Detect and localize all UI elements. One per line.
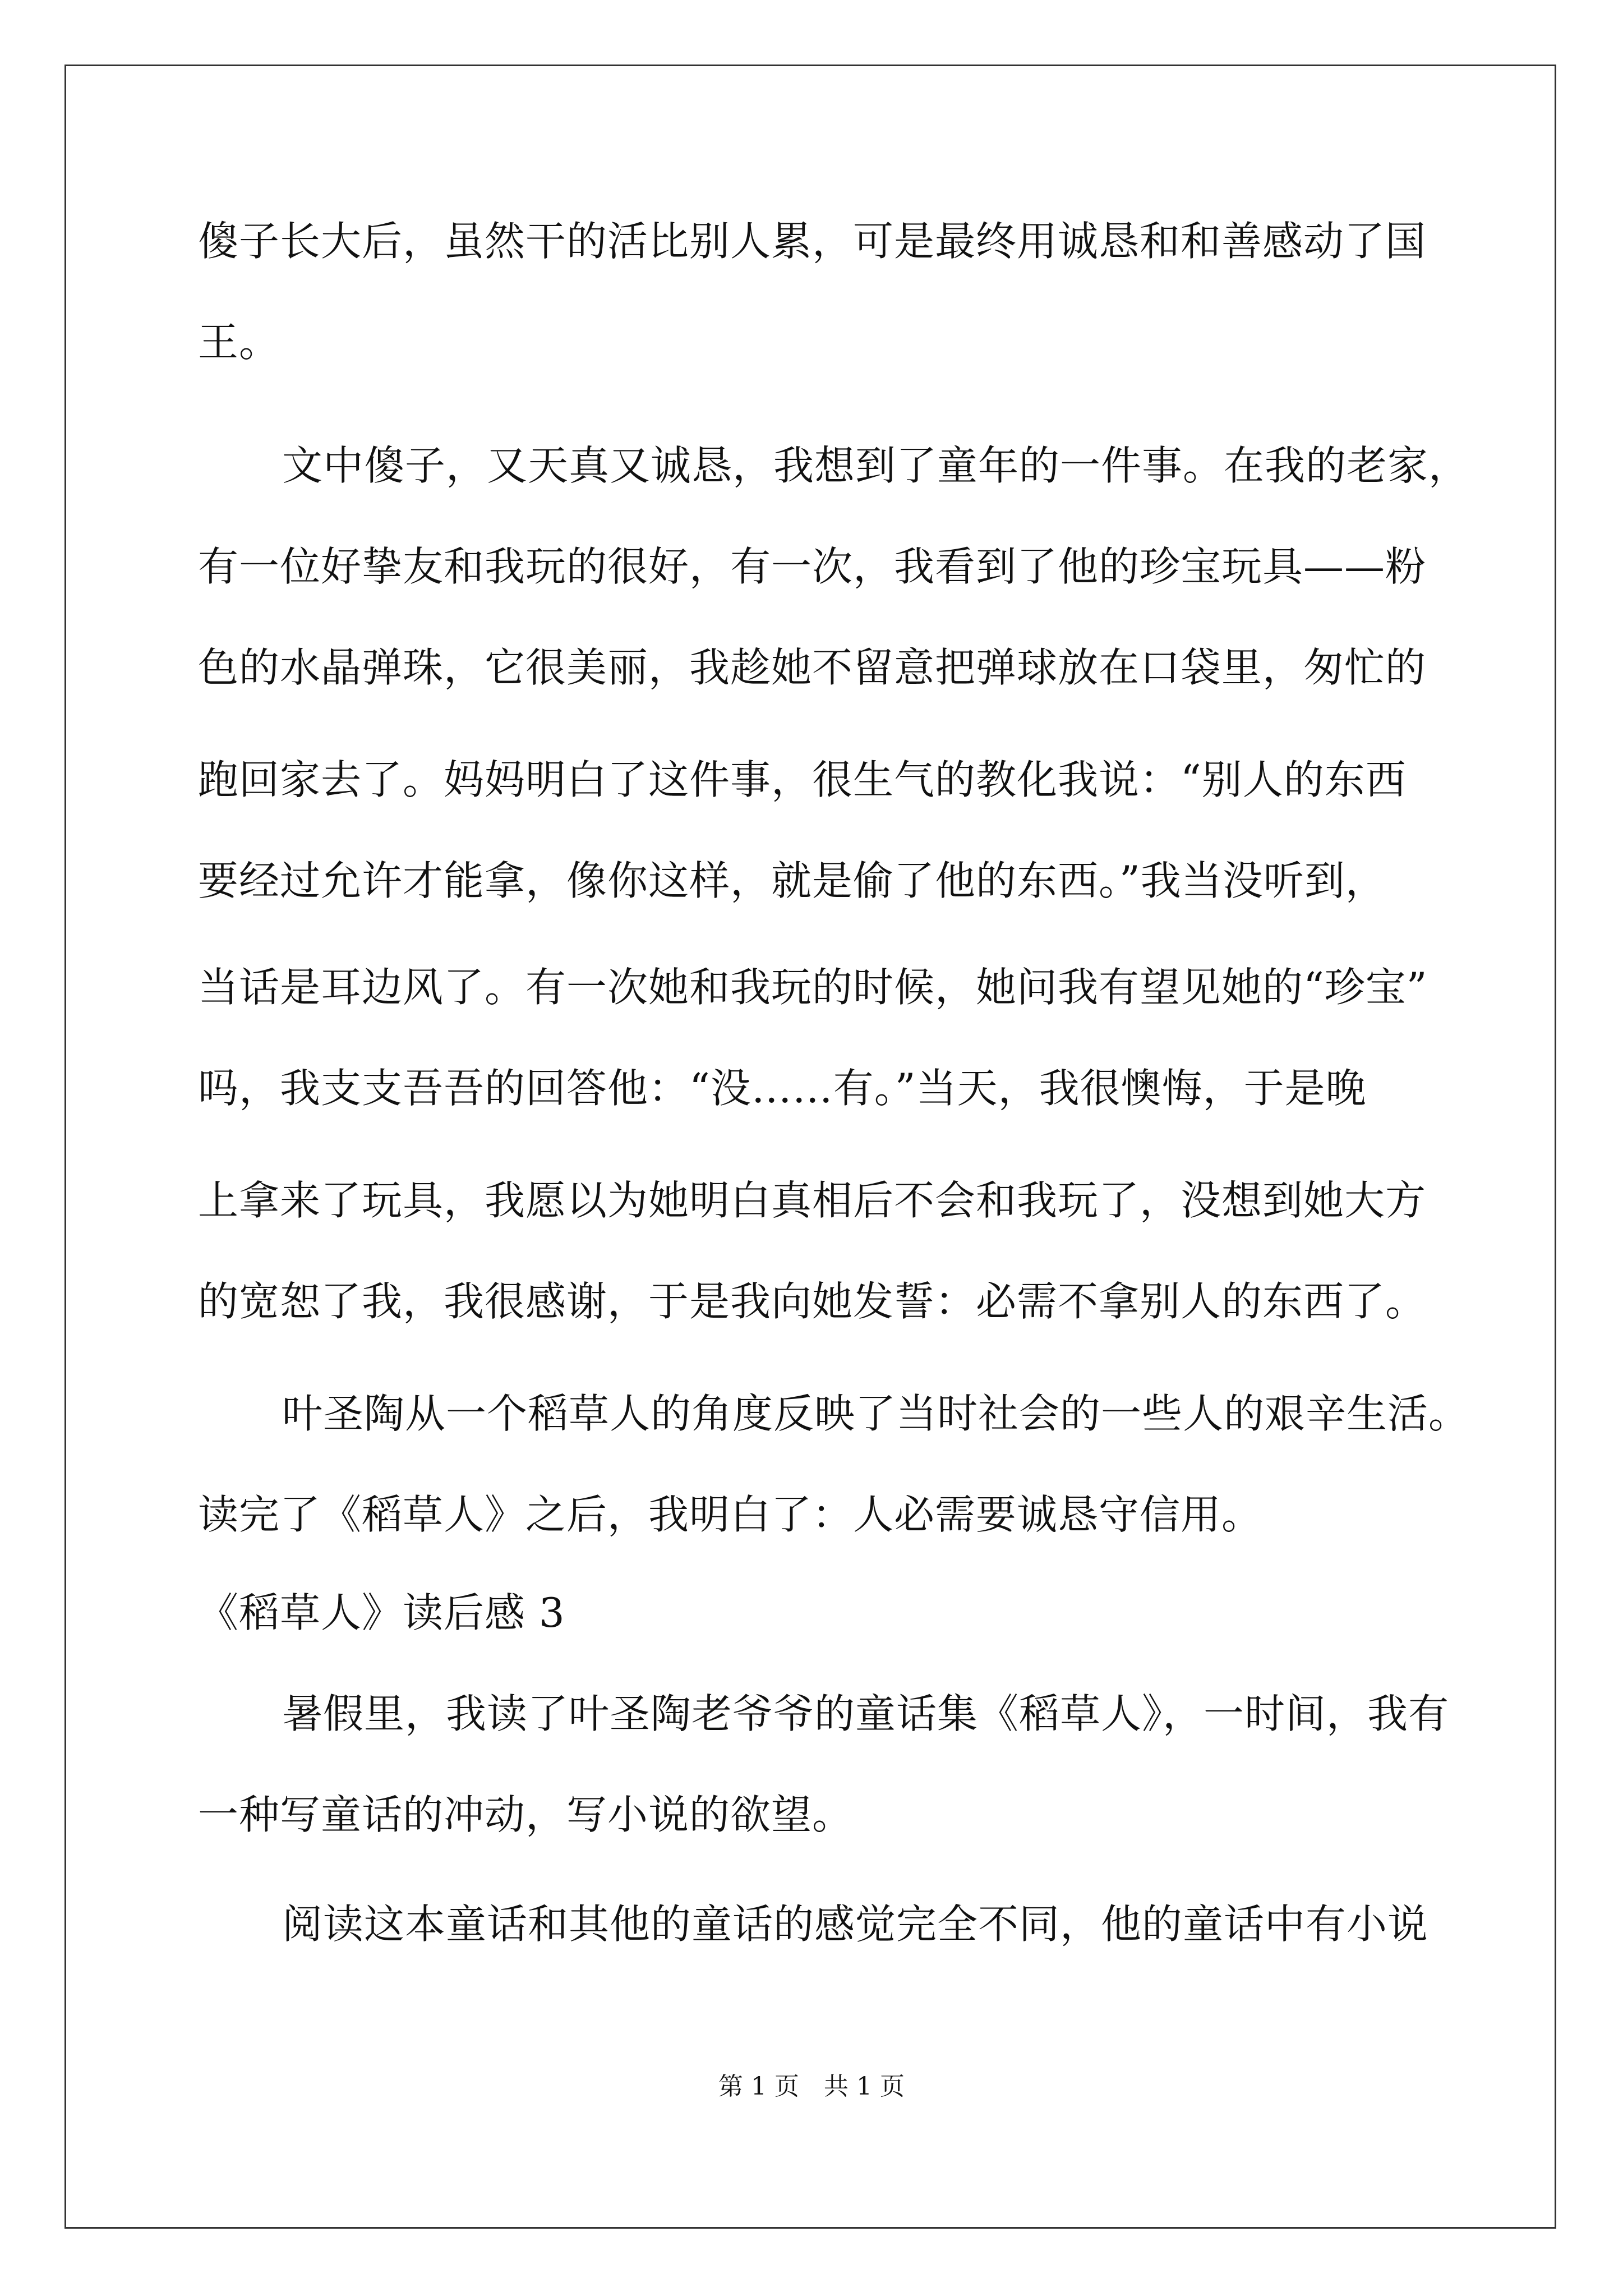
text-line: 傻子长大后，虽然干的活比别人累，可是最终用诚恳和和善感动了国 <box>198 218 1427 265</box>
text-line: 读完了《稻草人》之后，我明白了：人必需要诚恳守信用。 <box>198 1491 1263 1538</box>
paragraph-first-line: 叶圣陶从一个稻草人的角度反映了当时社会的一些人的艰辛生活。 <box>282 1390 1470 1437</box>
page-number-footer: 第 1 页 共 1 页 <box>718 2072 905 2101</box>
text-line: 要经过允许才能拿，像你这样，就是偷了他的东西。”我当没听到， <box>198 857 1386 904</box>
text-line: 有一位好挚友和我玩的很好，有一次，我看到了他的珍宝玩具——粉 <box>198 543 1427 590</box>
text-line: 当话是耳边风了。有一次她和我玩的时候，她问我有望见她的“珍宝” <box>198 964 1428 1011</box>
text-line: 色的水晶弹珠，它很美丽，我趁她不留意把弹球放在口袋里，匆忙的 <box>198 644 1427 691</box>
paragraph-first-line: 文中傻子，又天真又诚恳，我想到了童年的一件事。在我的老家， <box>282 442 1470 489</box>
text-line: 王。 <box>198 319 280 366</box>
text-line: 上拿来了玩具，我愿以为她明白真相后不会和我玩了，没想到她大方 <box>198 1177 1427 1224</box>
paragraph-first-line: 阅读这本童话和其他的童话的感觉完全不同，他的童话中有小说 <box>282 1901 1429 1948</box>
section-heading: 《稻草人》读后感 3 <box>198 1589 565 1636</box>
text-line: 吗，我支支吾吾的回答他：“没……有。”当天，我很懊悔，于是晚 <box>198 1065 1367 1112</box>
text-line: 一种写童话的冲动，写小说的欲望。 <box>198 1791 854 1838</box>
paragraph-first-line: 暑假里，我读了叶圣陶老爷爷的童话集《稻草人》，一时间，我有 <box>282 1690 1450 1737</box>
text-line: 跑回家去了。妈妈明白了这件事，很生气的教化我说：“别人的东西 <box>198 756 1407 803</box>
text-line: 的宽恕了我，我很感谢，于是我向她发誓：必需不拿别人的东西了。 <box>198 1278 1427 1325</box>
